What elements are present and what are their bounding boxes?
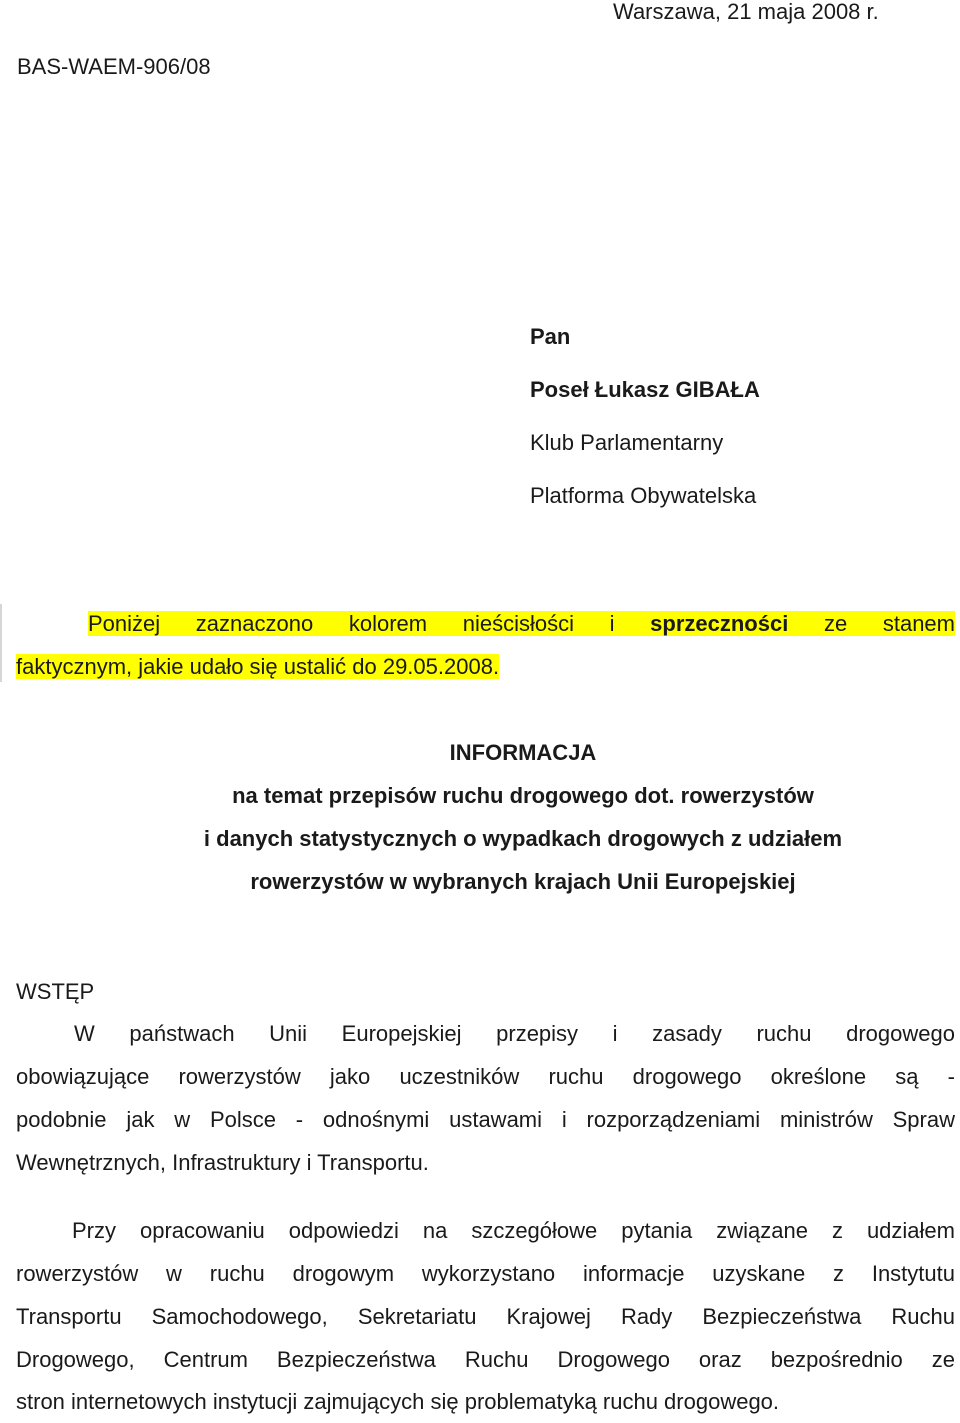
para2-line: Przy opracowaniu odpowiedzi na szczegółowe pytania związane z udziałem — [72, 1218, 955, 1243]
para1-line: podobnie jak w Polsce - odnośnymi ustawami i rozporządzeniami ministrów Spraw — [16, 1107, 955, 1132]
addressee-party: Platforma Obywatelska — [530, 483, 757, 508]
note-line-2 — [16, 646, 499, 688]
addressee-name: Poseł Łukasz GIBAŁA — [530, 377, 760, 402]
note-line-2-text: faktycznym, jakie udało się ustalić do 29.05.2008. — [16, 654, 500, 679]
reference-number: BAS-WAEM-906/08 — [17, 54, 211, 79]
note-text-highlight: Poniżej zaznaczono kolorem nieścisłości i — [88, 611, 651, 636]
document-date: Warszawa, 21 maja 2008 r. — [613, 0, 879, 24]
note-text-end: ze stanem — [788, 611, 955, 636]
para2-line: Transportu Samochodowego, Sekretariatu Krajowej Rady Bezpieczeństwa Ruchu — [16, 1304, 955, 1329]
title-line-4: rowerzystów w wybranych krajach Unii Europejskiej — [250, 869, 796, 894]
note-text-bold: sprzeczności — [650, 611, 789, 636]
title-line-2: na temat przepisów ruchu drogowego dot. rowerzystów — [232, 783, 814, 808]
para2-line: stron internetowych instytucji zajmujących się problematyką ruchu drogowego. — [16, 1389, 780, 1414]
para2-line: Drogowego, Centrum Bezpieczeństwa Ruchu Drogowego oraz bezpośrednio ze — [16, 1347, 955, 1372]
para1-line: W państwach Unii Europejskiej przepisy i zasady ruchu drogowego — [74, 1021, 955, 1046]
para1-line: obowiązujące rowerzystów jako uczestników ruchu drogowego określone są - — [16, 1064, 955, 1089]
addressee-salutation: Pan — [530, 324, 571, 349]
section-heading: WSTĘP — [16, 979, 95, 1004]
para2-line: rowerzystów w ruchu drogowym wykorzystano informacje uzyskane z Instytutu — [16, 1261, 955, 1286]
title-heading: INFORMACJA — [449, 740, 597, 765]
para1-line: Wewnętrznych, Infrastruktury i Transportu. — [16, 1150, 429, 1175]
note-line-1 — [88, 603, 955, 645]
title-line-3: i danych statystycznych o wypadkach drogowych z udziałem — [203, 826, 843, 851]
margin-change-bar — [0, 604, 2, 682]
addressee-club: Klub Parlamentarny — [530, 430, 724, 455]
